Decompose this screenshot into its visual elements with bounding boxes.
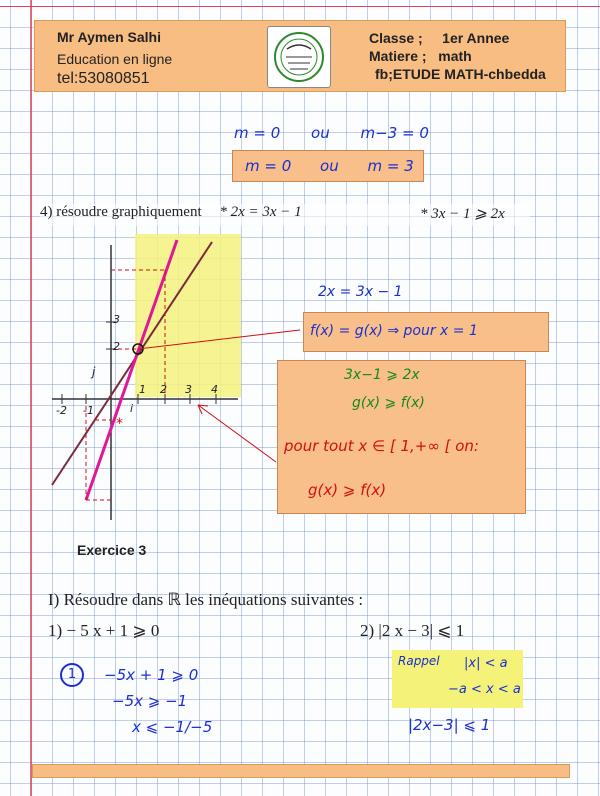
ylabel-j: j [92,365,96,379]
exercise-q1: 1) − 5 x + 1 ⩾ 0 [48,621,160,640]
matiere-label: Matiere ; [369,48,427,64]
rappel-line-1: |x| < a [464,656,508,671]
solution-step-1: −5x + 1 ⩾ 0 [104,666,199,684]
exercise-title: Exercice 3 [77,542,147,558]
exercise-q2: 2) |2 x − 3| ⩽ 1 [360,621,465,640]
box-m3: m = 3 [367,157,414,175]
author-name: Mr Aymen Salhi [57,29,161,45]
arrow-to-box1 [138,330,300,349]
q4-eq2: * 3x − 1 ⩾ 2x [420,206,505,222]
classe-label: Classe ; [369,30,423,46]
word-ou: ou [311,124,330,142]
note-ineq-1: 3x−1 ⩾ 2x [344,367,420,383]
box-m0: m = 0 [245,157,292,175]
svg-text:*: * [116,416,123,432]
rappel-box [392,650,523,708]
xlabel-1: 1 [139,383,146,396]
author-edu: Education en ligne [57,51,173,67]
line-f [52,242,212,485]
solution-number-text: 1 [67,667,77,682]
box-ou: ou [320,157,339,175]
classe-value: 1er Annee [442,30,510,46]
matiere-value: math [438,48,472,64]
q4-eq1: * 2x = 3x − 1 [219,204,302,220]
xlabel-m1: -1 [83,404,94,417]
author-tel: tel:53080851 [57,70,150,87]
footer-bar [32,764,570,778]
eq-m-3: m−3 = 0 [360,124,429,142]
xlabel-3: 3 [185,383,192,396]
facebook-label: fb;ETUDE MATH-chbedda [375,66,546,82]
solution-step-3: x ⩽ −1/−5 [132,718,213,736]
note-ineq-2: g(x) ⩾ f(x) [352,395,425,411]
exercise-part-I: I) Résoudre dans ℝ les inéquations suivantes : [48,590,364,609]
xlabel-4: 4 [211,383,218,396]
solution-number [60,663,84,687]
line-g [86,240,177,500]
xlabel-2: 2 [160,383,167,396]
note-box-equality-text: f(x) = g(x) ⇒ pour x = 1 [310,323,478,339]
xlabel-m2: -2 [56,404,67,417]
ylabel-3: 3 [113,313,120,326]
q4-label: 4) résoudre graphiquement [40,204,202,220]
note-conclusion: g(x) ⩾ f(x) [308,481,387,499]
rappel-line-3: |2x−3| ⩽ 1 [408,716,491,734]
xlabel-i: i [130,402,134,415]
eq-m0: m = 0 [234,124,281,142]
rappel-title: Rappel [398,654,440,668]
note-box-inequality [277,360,526,514]
ylabel-2: 2 [113,340,120,353]
rappel-line-2: −a < x < a [448,682,521,697]
arrow-to-box2 [198,405,276,462]
note-equation: 2x = 3x − 1 [318,284,403,300]
note-pour-tout: pour tout x ∈ [ 1,+∞ [ on: [284,437,479,455]
note-box-equality [303,312,549,352]
solution-step-2: −5x ⩾ −1 [112,692,188,710]
